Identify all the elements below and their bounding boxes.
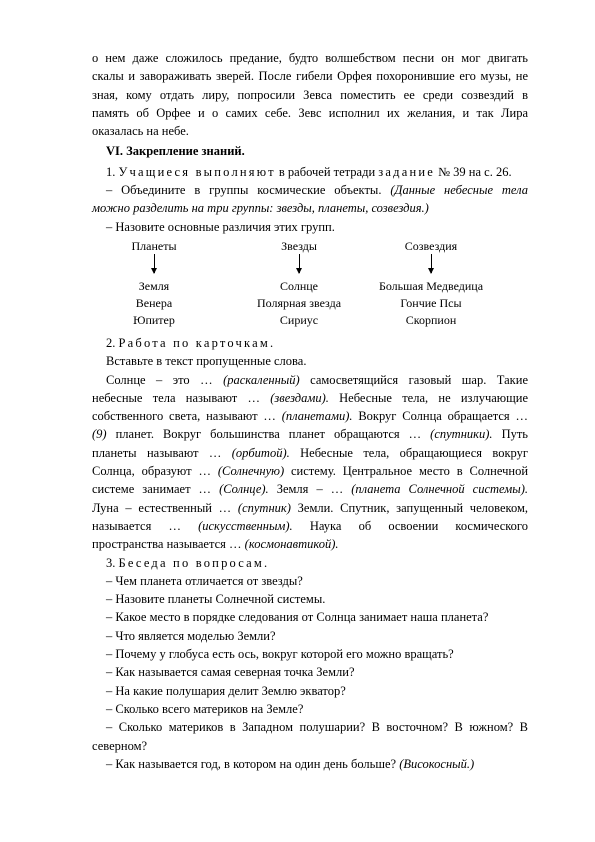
- card-answer: (космонавтикой).: [244, 537, 339, 552]
- card-text: собственного света, называют …: [92, 409, 276, 424]
- task3-title: Беседа по вопросам.: [118, 555, 270, 570]
- question: – Сколько всего материков на Земле?: [106, 701, 304, 716]
- task2-instruction: Вставьте в текст пропущенные слова.: [106, 354, 307, 369]
- task1-number: 1.: [106, 164, 116, 179]
- card-line: [92, 517, 528, 535]
- card-text: Солнца, образуют …: [92, 464, 211, 479]
- legend-line: скалы и завораживать зверей. После гибели Орфея похоронившие его музы, не: [92, 69, 528, 84]
- task1-spaced2: задание: [378, 164, 435, 179]
- task2-heading: [92, 334, 528, 352]
- card-text: Земли. Спутник, запущенный человеком,: [297, 500, 528, 515]
- card-line: [92, 444, 528, 462]
- card-answer: (спутники).: [430, 427, 493, 442]
- card-text: Небесные тела, не излучающие: [339, 390, 529, 405]
- card-answer: (планета Солнечной системы).: [351, 482, 528, 497]
- question: – Как называется самая северная точка Земли?: [106, 665, 355, 680]
- scheme-item: Большая Медведица: [378, 278, 484, 293]
- task1-line1-answer: (Данные небесные тела: [390, 183, 528, 198]
- arrow-down-icon: [431, 254, 432, 273]
- question: – Что является моделью Земли?: [106, 628, 276, 643]
- question: – На какие полушария делит Землю экватор?: [106, 683, 346, 698]
- card-text: Луна – естественный …: [92, 500, 232, 515]
- question: – Назовите планеты Солнечной системы.: [106, 592, 326, 607]
- card-answer: (раскаленный): [223, 372, 300, 387]
- card-line: [92, 371, 528, 389]
- task2-title: Работа по карточкам.: [118, 335, 276, 350]
- scheme-item: Гончие Псы: [400, 295, 462, 310]
- card-answer: (9): [92, 427, 107, 442]
- card-text: Небесные тела, обращающиеся вокруг: [300, 445, 529, 460]
- question: – Чем планета отличается от звезды?: [106, 573, 303, 588]
- card-text: Земля – …: [276, 482, 344, 497]
- task1-line3: – Назовите основные различия этих групп.: [106, 219, 335, 234]
- arrow-down-icon: [154, 254, 155, 273]
- scheme-item: Венера: [135, 295, 173, 310]
- scheme-item: Полярная звезда: [256, 295, 342, 310]
- scheme-item: Земля: [138, 278, 170, 293]
- card-answer: (Солнце).: [219, 482, 269, 497]
- task3-heading: [92, 554, 528, 572]
- scheme-head-stars: Звезды: [281, 238, 317, 253]
- scheme-head-planets: Планеты: [131, 238, 177, 253]
- card-text: пространства называется …: [92, 537, 242, 552]
- legend-line: о нем даже сложилось предание, будто волшебством песни он мог двигать: [92, 51, 528, 65]
- question-text: – Как называется год, в котором на один день больше?: [106, 756, 397, 771]
- question-continued: северном?: [92, 738, 148, 753]
- task2-number: 2.: [106, 335, 116, 350]
- card-text: небесные тела называют …: [92, 390, 260, 405]
- card-line: [92, 535, 528, 553]
- task1-rest: в рабочей тетради: [278, 164, 376, 179]
- section-title: VI. Закрепление знаний.: [106, 144, 245, 159]
- card-answer: (спутник): [237, 500, 291, 515]
- question: – Какое место в порядке следования от Солнца занимает наша планета?: [106, 610, 489, 625]
- card-line: [92, 389, 528, 407]
- arrow-down-icon: [299, 254, 300, 273]
- question-answer: (Високосный.): [399, 756, 475, 771]
- card-line: [92, 480, 528, 498]
- question: – Почему у глобуса есть ось, вокруг которой его можно вращать?: [106, 647, 454, 662]
- card-line: [92, 499, 528, 517]
- task1-spaced: Учащиеся выполняют: [118, 164, 276, 179]
- scheme-item: Солнце: [279, 278, 318, 293]
- question: – Сколько материков в Западном полушарии? В восточном? В южном? В: [106, 720, 528, 735]
- card-text: самосветящийся газовый шар. Такие: [310, 372, 528, 387]
- card-text: систему. Центральное место в Солнечной: [291, 464, 529, 479]
- task1-line1-text: – Объедините в группы космические объекты.: [106, 183, 382, 198]
- legend-line: память об Орфее и о самих себе. Зевс исполнил их желания, и так Лира: [92, 105, 528, 120]
- scheme-item: Скорпион: [405, 312, 457, 327]
- legend-line: зная, кому отдать лиру, попросили Зевса поместить ее среди созвездий в: [92, 87, 528, 102]
- task1-line2-answer: можно разделить на три группы: звезды, планеты, созвездия.): [92, 201, 429, 216]
- scheme-diagram: [92, 238, 528, 330]
- question: [92, 755, 528, 773]
- text-column: [92, 49, 528, 773]
- task1-heading: [92, 163, 528, 181]
- scheme-head-constellations: Созвездия: [404, 238, 458, 253]
- card-line: [92, 425, 528, 443]
- card-text: Солнце – это …: [106, 372, 213, 387]
- task1-line: [92, 181, 528, 199]
- card-answer: (звездами).: [270, 390, 329, 405]
- task1-tail: № 39 на с. 26.: [438, 164, 512, 179]
- card-answer: (планетами).: [281, 409, 353, 424]
- scheme-item: Юпитер: [133, 312, 175, 327]
- card-text: Путь: [501, 427, 529, 442]
- card-text: Вокруг Солнца обращается …: [358, 409, 528, 424]
- card-text: планеты называют …: [92, 445, 222, 460]
- card-text: называется …: [92, 518, 181, 533]
- card-line: [92, 462, 528, 480]
- card-line: [92, 407, 528, 425]
- legend-line: оказалась на небе.: [92, 124, 189, 139]
- card-text: системе занимает …: [92, 482, 212, 497]
- task1-line: [92, 199, 528, 217]
- card-text: Наука об освоении космического: [309, 518, 528, 533]
- card-answer: (искусственным).: [198, 518, 293, 533]
- card-answer: (орбитой).: [231, 445, 290, 460]
- task3-number: 3.: [106, 555, 116, 570]
- card-answer: (Солнечную): [217, 464, 285, 479]
- card-text: планет. Вокруг большинства планет обращаются …: [115, 427, 422, 442]
- scheme-item: Сириус: [279, 312, 319, 327]
